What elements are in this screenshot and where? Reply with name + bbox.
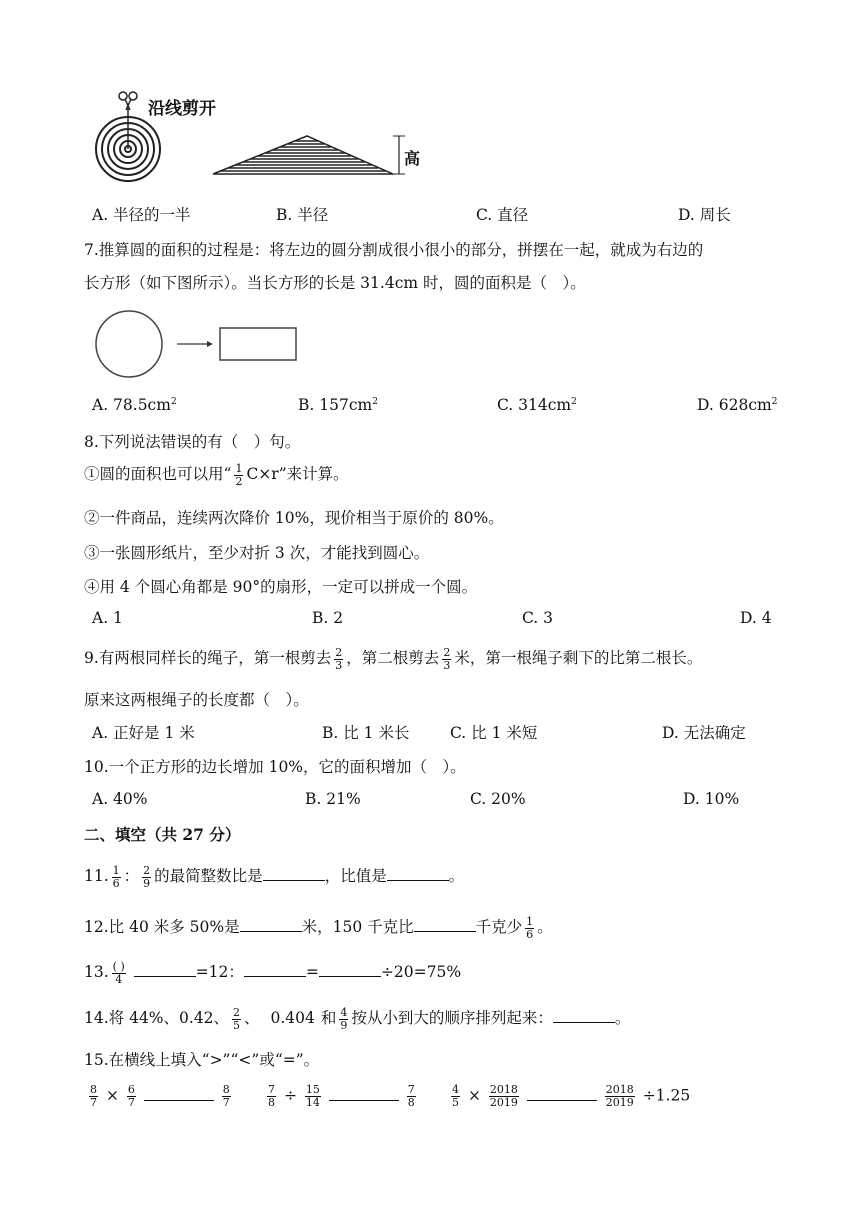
q7-option-d: D. $628cm^2$: [697, 396, 778, 414]
q9-option-b: B. 比 1 米长: [322, 724, 410, 742]
q8-option-c: C. 3: [522, 609, 554, 627]
scissors-icon: [119, 92, 137, 110]
answer-blank[interactable]: [329, 1086, 399, 1101]
q8-option-a: A. 1: [92, 609, 123, 627]
height-label: 高: [404, 149, 421, 168]
q9-option-c: C. 比 1 米短: [450, 724, 538, 742]
q6-figure: [88, 86, 428, 186]
fraction: $\frac{1}{2}$: [235, 461, 243, 488]
q9-stem-line2: 原来这两根绳子的长度都（ ）。: [84, 691, 309, 709]
repeating-decimal: 0.404: [270, 1009, 315, 1027]
q15-expr-1: $\frac{8}{7}$ × $\frac{6}{7}$ $\frac{8}{7}$: [90, 1083, 230, 1109]
rectangle-shape: [220, 328, 296, 360]
q11: 11. $\frac{1}{6}$ ： $\frac{2}{9}$ 的最简整数比是 ，比值是 。: [84, 863, 465, 890]
answer-blank[interactable]: [319, 962, 381, 977]
section-title: 二、填空（共 27 分）: [84, 825, 241, 844]
q12: 12.比 40 米多 50%是 米，150 千克比 千克少 $\frac{1}{6}$ 。: [84, 914, 553, 941]
cut-label: 沿线剪开: [148, 99, 216, 119]
answer-blank[interactable]: [387, 866, 449, 881]
q10-option-a: A. 40%: [92, 790, 148, 808]
answer-blank[interactable]: [263, 866, 325, 881]
q15-expr-3: $\frac{4}{5}$ × $\frac{2018}{2019}$ $\frac{2018}{2019}$ ÷1.25: [452, 1083, 691, 1109]
q8-statement-1: ①圆的面积也可以用“ $\frac{1}{2}$ C×r”来计算。: [84, 461, 349, 488]
q10-option-c: C. 20%: [470, 790, 526, 808]
circle-shape: [96, 311, 162, 377]
q8-option-b: B. 2: [312, 609, 344, 627]
q15-stem: 15.在横线上填入“>”“<”或“=”。: [84, 1051, 320, 1069]
q6-option-c: C. 直径: [476, 206, 529, 224]
q7-stem-line1: 7.推算圆的面积的过程是：将左边的圆分割成很小很小的部分，拼摆在一起，就成为右边的: [84, 241, 704, 259]
q6-option-d: D. 周长: [678, 206, 731, 224]
answer-blank[interactable]: [553, 1008, 615, 1023]
q8-statement-3: ③一张圆形纸片，至少对折 3 次，才能找到圆心。: [84, 544, 430, 562]
q6-option-a: A. 半径的一半: [92, 206, 191, 224]
q10-option-b: B. 21%: [305, 790, 361, 808]
answer-blank[interactable]: [134, 962, 196, 977]
q9-stem-line1: 9.有两根同样长的绳子，第一根剪去 $\frac{2}{3}$ ，第二根剪去 $\frac{2}{3}$ 米，第一根绳子剩下的比第二根长。: [84, 645, 703, 672]
concentric-circle-figure: [88, 86, 428, 186]
q13: 13. $\frac{( )}{4}$ =12： = ÷20=75%: [84, 959, 462, 986]
q8-stem: 8.下列说法错误的有（ ）句。: [84, 433, 301, 451]
q7-option-b: B. $157cm^2$: [298, 396, 378, 414]
q10-option-d: D. 10%: [683, 790, 740, 808]
q14: 14.将 44%、0.42、 $\frac{2}{5}$ 、 0.404 和 $\frac{4}{9}$ 按从小到大的顺序排列起来： 。: [84, 1005, 631, 1032]
q8-statement-2: ②一件商品，连续两次降价 10%，现价相当于原价的 80%。: [84, 509, 504, 527]
q8-statement-4: ④用 4 个圆心角都是 90°的扇形，一定可以拼成一个圆。: [84, 578, 478, 596]
answer-blank[interactable]: [527, 1086, 597, 1101]
q15-expr-2: $\frac{7}{8}$ ÷ $\frac{15}{14}$ $\frac{7}{8}$: [268, 1083, 415, 1109]
q6-option-b: B. 半径: [276, 206, 329, 224]
q9-option-d: D. 无法确定: [662, 724, 746, 742]
answer-blank[interactable]: [240, 917, 302, 932]
answer-blank[interactable]: [144, 1086, 214, 1101]
q9-option-a: A. 正好是 1 米: [92, 724, 195, 742]
q7-option-a: A. $78.5cm^2$: [92, 396, 177, 414]
answer-blank[interactable]: [244, 962, 306, 977]
q7-option-c: C. $314cm^2$: [497, 396, 577, 414]
q8-option-d: D. 4: [740, 609, 772, 627]
answer-blank[interactable]: [414, 917, 476, 932]
q7-figure: [92, 304, 312, 388]
q10-stem: 10.一个正方形的边长增加 10%，它的面积增加（ ）。: [84, 758, 466, 776]
q7-stem-line2: 长方形（如下图所示）。当长方形的长是 31.4cm 时，圆的面积是（ ）。: [84, 274, 586, 292]
